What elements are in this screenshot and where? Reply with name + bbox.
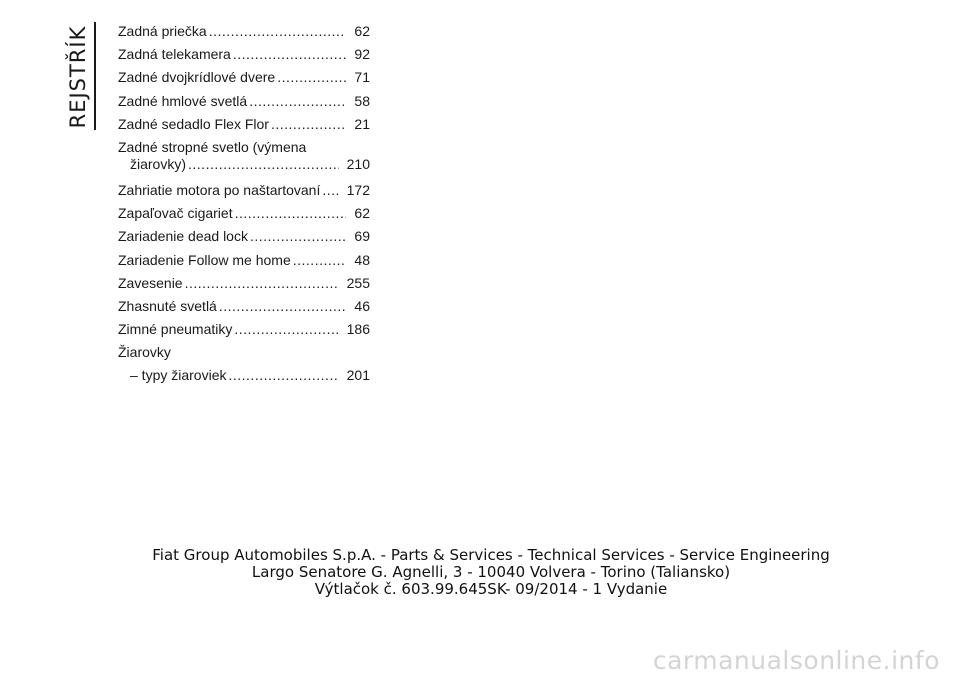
entry-page: 210 [346, 155, 370, 172]
index-entry [118, 20, 370, 43]
section-title: REJSTŘÍK [66, 25, 90, 129]
publisher-colophon [0, 547, 960, 598]
colophon-company: Fiat Group Automobiles S.p.A. - Parts & Services - Technical Services - Service Engineering [152, 546, 830, 564]
index-entry [118, 225, 370, 248]
entry-label-continuation: žiarovky) [130, 155, 187, 172]
index-entry [118, 202, 370, 225]
entry-label: Zadné dvojkrídlové dvere [118, 69, 276, 86]
index-entry [118, 90, 370, 113]
entry-label: Žiarovky [118, 344, 171, 361]
dot-leader [271, 113, 346, 136]
dot-leader [293, 249, 346, 272]
dot-leader [185, 272, 339, 295]
entry-page: 58 [354, 92, 370, 109]
index-entry [118, 318, 370, 341]
entry-page: 255 [346, 274, 370, 291]
dot-leader [188, 156, 339, 173]
entry-page: 201 [346, 367, 370, 384]
dot-leader [249, 90, 346, 113]
entry-page: 62 [354, 205, 370, 222]
title-divider [94, 22, 96, 130]
index-entry [118, 295, 370, 318]
entry-page: 69 [354, 228, 370, 245]
entry-label: Zimné pneumatiky [118, 321, 233, 338]
entry-label: Zapaľovač cigariet [118, 205, 233, 222]
index-entry [118, 136, 370, 179]
entry-page: 186 [346, 321, 370, 338]
entry-label: Zhasnuté svetlá [118, 297, 217, 314]
index-entry [118, 43, 370, 66]
entry-page: 92 [354, 46, 370, 63]
entry-page: 172 [346, 181, 370, 198]
index-list [118, 20, 370, 388]
index-heading [118, 341, 370, 364]
dot-leader [322, 179, 338, 202]
site-watermark: carmanualsonline.info [652, 646, 940, 675]
entry-label: Zadné stropné svetlo (výmena [118, 138, 307, 155]
entry-label: Zariadenie Follow me home [118, 251, 291, 268]
entry-label: Zariadenie dead lock [118, 228, 248, 245]
index-subentry [118, 364, 370, 387]
index-entry [118, 272, 370, 295]
index-entry [118, 249, 370, 272]
entry-label: Zadné hmlové svetlá [118, 92, 248, 109]
dot-leader [250, 225, 346, 248]
colophon-address: Largo Senatore G. Agnelli, 3 - 10040 Volvera - Torino (Taliansko) [251, 563, 731, 581]
index-entry [118, 113, 370, 136]
entry-page: 21 [354, 115, 370, 132]
entry-label: – typy žiaroviek [130, 367, 227, 384]
dot-leader [228, 364, 338, 387]
entry-page: 46 [354, 297, 370, 314]
entry-label: Zadné sedadlo Flex Flor [118, 115, 269, 132]
dot-leader [233, 43, 346, 66]
entry-page: 48 [354, 251, 370, 268]
entry-label: Zavesenie [118, 274, 183, 291]
entry-page: 71 [354, 69, 370, 86]
dot-leader [209, 20, 346, 43]
entry-label: Zadná priečka [118, 23, 207, 39]
dot-leader [277, 66, 346, 89]
dot-leader [219, 295, 346, 318]
index-entry [118, 66, 370, 89]
dot-leader [234, 318, 338, 341]
colophon-edition: Výtlačok č. 603.99.645SK- 09/2014 - 1 Vydanie [314, 580, 668, 598]
entry-page: 62 [354, 23, 370, 39]
entry-label: Zahriatie motora po naštartovaní [118, 181, 321, 198]
entry-label: Zadná telekamera [118, 46, 231, 63]
index-entry [118, 179, 370, 202]
dot-leader [235, 202, 346, 225]
